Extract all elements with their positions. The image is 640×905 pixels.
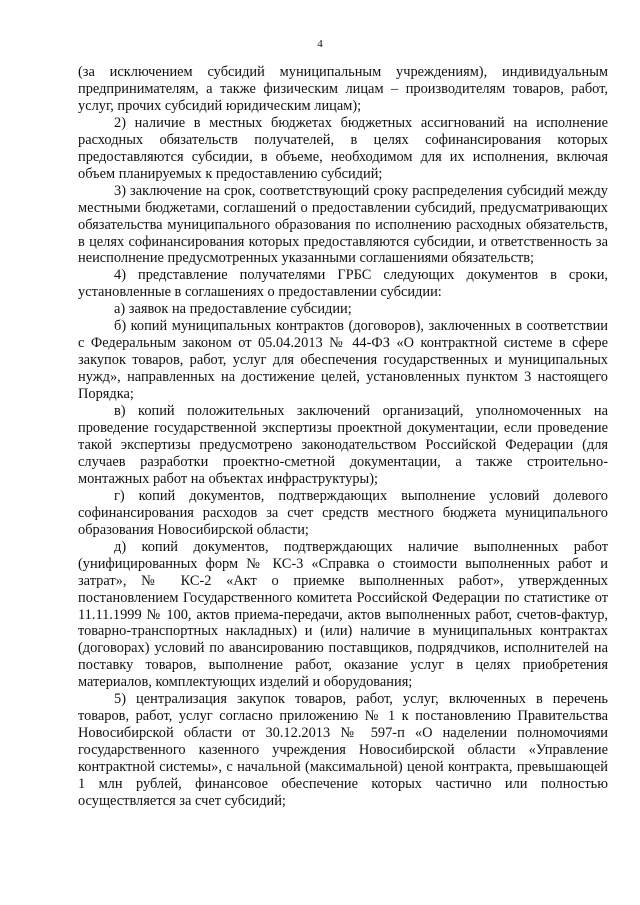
subitem-b: б) копий муниципальных контрактов (договоров), заключенных в соответствии с Федеральным законом от 05.04.2013 № 44-ФЗ «О контрактной системе в сфере закупок товаров, работ, услуг для обеспечения государственных и муниципальных нужд», направленных на достижение целей, установленных пунктом 3 настоящего Порядка;	[78, 318, 608, 403]
page-number: 4	[317, 38, 323, 50]
paragraph-item-4: 4) представление получателями ГРБС следующих документов в сроки, установленные в соглашениях о предоставлении субсидии:	[78, 267, 608, 301]
paragraph-item-3: 3) заключение на срок, соответствующий сроку распределения субсидий между местными бюджетами, соглашений о предоставлении субсидий, предусматривающих обязательства муниципального образования по исполнению расходных обязательств, в целях софинансирования которых предоставляются субсидии, и ответственность за неисполнение предусмотренных указанными соглашениями обязательств;	[78, 182, 608, 267]
paragraph-item-2: 2) наличие в местных бюджетах бюджетных ассигнований на исполнение расходных обязательств получателей, в целях софинансирования которых предоставляются субсидии, в объеме, необходимом для их исполнения, включая объем планируемых к предоставлению субсидий;	[78, 114, 608, 182]
subitem-v: в) копий положительных заключений организаций, уполномоченных на проведение государственной экспертизы проектной документации, если проведение такой экспертизы предусмотрено законодательством Российской Федерации (для случаев разработки проектно-сметной документации, а также строительно-монтажных работ на объектах инфраструктуры);	[78, 403, 608, 487]
subitem-d: д) копий документов, подтверждающих наличие выполненных работ (унифицированных форм № КС-3 «Справка о стоимости выполненных работ и затрат», № КС-2 «Акт о приемке выполненных работ», утвержденных постановлением Государственного комитета Российской Федерации по статистике от 11.11.1999 № 100, актов приема-передачи, актов выполненных работ, счетов-фактур, товарно-транспортных накладных) и (или) наличие в муниципальных контрактах (договорах) условий по авансированию поставщиков, подрядчиков, исполнителей на поставку товаров, выполнение работ, оказание услуг в целях приобретения материалов, комплектующих изделий и оборудования;	[78, 538, 608, 691]
subitem-g: г) копий документов, подтверждающих выполнение условий долевого софинансирования расходов за счет средств местного бюджета муниципального образования Новосибирской области;	[78, 487, 608, 538]
document-body	[78, 64, 608, 810]
subitem-a: а) заявок на предоставление субсидии;	[114, 301, 352, 318]
paragraph-continuation: (за исключением субсидий муниципальным учреждениям), индивидуальным предпринимателям, а также физическим лицам – производителям товаров, работ, услуг, прочих субсидий юридическим лицам);	[78, 64, 608, 114]
paragraph-item-5: 5) централизация закупок товаров, работ, услуг, включенных в перечень товаров, работ, услуг согласно приложению № 1 к постановлению Правительства Новосибирской области от 30.12.2013 № 597-п «О наделении полномочиями государственного казенного учреждения Новосибирской области «Управление контрактной системы», с начальной (максимальной) ценой контракта, превышающей 1 млн рублей, финансовое обеспечение которых частично или полностью осуществляется за счет субсидий;	[78, 691, 608, 809]
